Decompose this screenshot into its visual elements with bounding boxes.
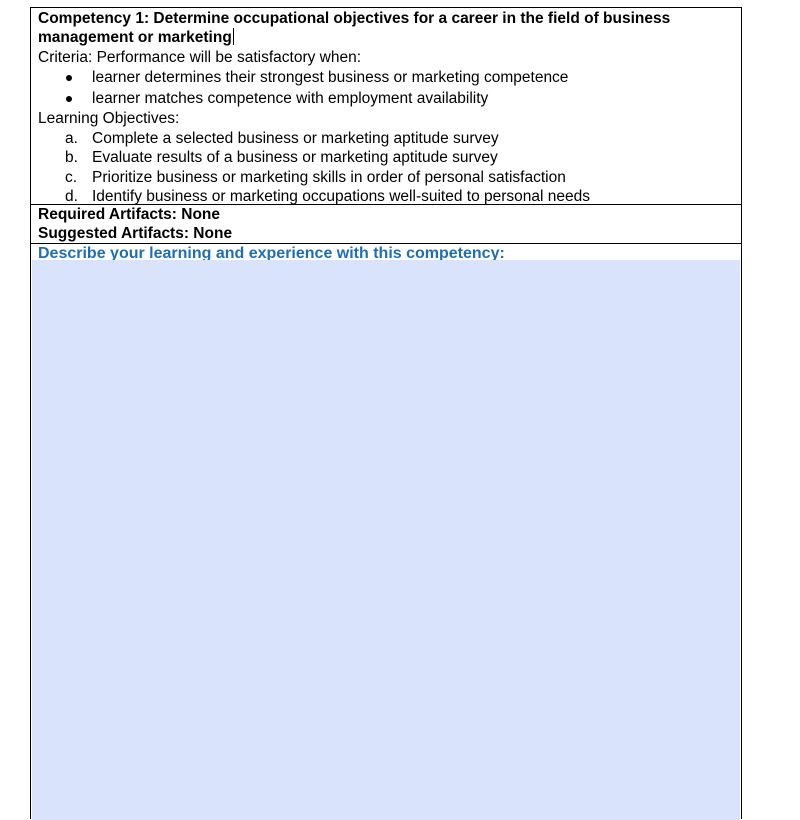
required-artifacts: Required Artifacts: None: [38, 206, 221, 223]
objective-marker: b.: [65, 149, 78, 167]
objectives-heading: Learning Objectives:: [38, 110, 180, 128]
competency-title-line-2: management or marketing: [38, 29, 232, 47]
objectives-list: [38, 129, 741, 207]
describe-cell: [31, 244, 741, 818]
objective-text: Evaluate results of a business or marketing aptitude survey: [92, 149, 498, 167]
criteria-item: [38, 67, 741, 88]
objective-item: [38, 148, 741, 168]
bullet-icon: [66, 75, 72, 81]
text-cursor: [233, 28, 234, 45]
competency-table: [30, 7, 742, 819]
objective-text: Prioritize business or marketing skills in order of personal satisfaction: [92, 168, 566, 186]
objective-marker: a.: [65, 129, 78, 147]
artifacts-cell: [31, 205, 741, 244]
competency-cell[interactable]: [31, 8, 741, 205]
objective-marker: c.: [65, 168, 78, 186]
criteria-item-text: learner matches competence with employment availability: [92, 90, 489, 108]
objective-text: Identify business or marketing occupations well-suited to personal needs: [92, 188, 590, 206]
objective-item: [38, 168, 741, 188]
criteria-item-text: learner determines their strongest business or marketing competence: [92, 69, 569, 87]
competency-title-line-1: Competency 1: Determine occupational objectives for a career in the field of business: [38, 10, 671, 27]
suggested-artifacts: Suggested Artifacts: None: [38, 225, 233, 243]
objective-item: [38, 187, 741, 207]
objective-text: Complete a selected business or marketing aptitude survey: [92, 129, 499, 147]
describe-label: Describe your learning and experience with this competency:: [38, 245, 505, 260]
criteria-heading: Criteria: Performance will be satisfactory when:: [38, 48, 362, 66]
objective-item: [38, 129, 741, 149]
objective-marker: d.: [65, 188, 78, 206]
bullet-icon: [66, 96, 72, 102]
response-text-field[interactable]: [32, 260, 740, 820]
criteria-list: [38, 67, 741, 109]
competency-title: [38, 9, 741, 28]
competency-title-continued: [38, 28, 741, 47]
criteria-item: [38, 88, 741, 109]
